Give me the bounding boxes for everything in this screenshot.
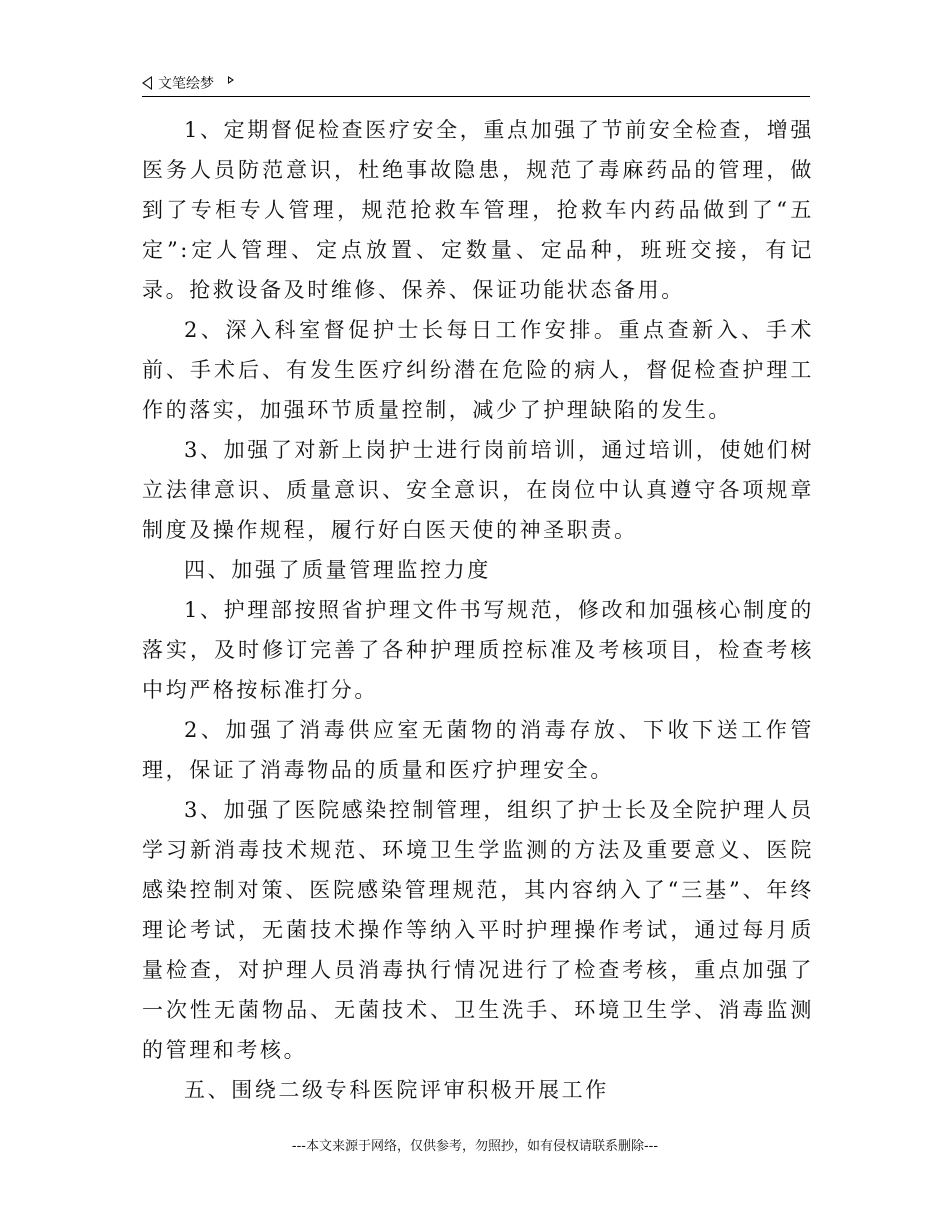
paragraph: 3、加强了对新上岗护士进行岗前培训，通过培训，使她们树立法律意识、质量意识、安全意识，在岗位中认真遵守各项规章制度及操作规程，履行好白医天使的神圣职责。 xyxy=(142,438,814,542)
paragraph: 3、加强了医院感染控制管理，组织了护士长及全院护理人员学习新消毒技术规范、环境卫生学监测的方法及重要意义、医院感染控制对策、医院感染管理规范，其内容纳入了“三基”、年终理论考试，无菌技术操作等纳入平时护理操作考试，通过每月质量检查，对护理人员消毒执行情况进行了检查考核，重点加强了一次性无菌物品、无菌技术、卫生洗手、环境卫生学、消毒监测的管理和考核。 xyxy=(142,798,814,1062)
paragraph: 2、加强了消毒供应室无菌物的消毒存放、下收下送工作管理，保证了消毒物品的质量和医疗护理安全。 xyxy=(142,718,814,782)
section-heading: 四、加强了质量管理监控力度 xyxy=(184,558,491,582)
paragraph: 1、护理部按照省护理文件书写规范，修改和加强核心制度的落实，及时修订完善了各种护理质控标准及考核项目，检查考核中均严格按标准打分。 xyxy=(142,598,814,702)
paragraph: 1、定期督促检查医疗安全，重点加强了节前安全检查，增强医务人员防范意识，杜绝事故隐患，规范了毒麻药品的管理，做到了专柜专人管理，规范抢救车管理，抢救车内药品做到了“五定”:定人管理、定点放置、定数量、定品种，班班交接，有记录。抢救设备及时维修、保养、保证功能状态备用。 xyxy=(142,118,814,302)
header-title: 文笔绘梦 xyxy=(158,76,214,92)
document-body xyxy=(142,110,814,1110)
triangle-right-icon xyxy=(228,76,234,84)
section-heading: 五、围绕二级专科医院评审积极开展工作 xyxy=(184,1078,609,1102)
triangle-left-icon xyxy=(142,76,152,90)
page-header xyxy=(142,70,810,97)
paragraph: 2、深入科室督促护士长每日工作安排。重点查新入、手术前、手术后、有发生医疗纠纷潜在危险的病人，督促检查护理工作的落实，加强环节质量控制，减少了护理缺陷的发生。 xyxy=(142,318,814,422)
page-footer: ---本文来源于网络，仅供参考，勿照抄，如有侵权请联系删除--- xyxy=(291,1139,659,1154)
